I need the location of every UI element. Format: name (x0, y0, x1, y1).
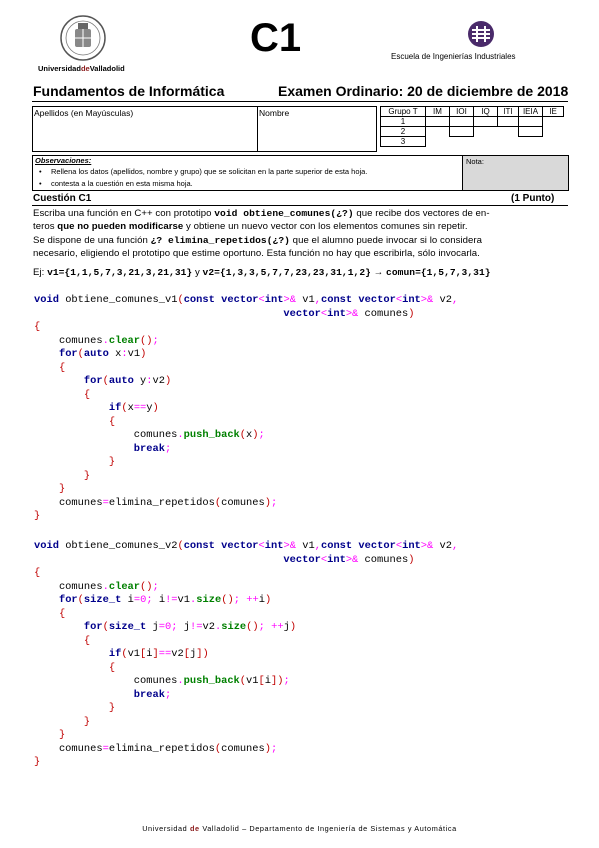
group-cell[interactable] (450, 127, 474, 137)
question-points: (1 Punto) (511, 193, 555, 204)
exam-code: C1 (250, 16, 302, 60)
statement-line-1: Escriba una función en C++ con prototipo void obtiene_comunes(¿?) que recibe dos vectores de en- (33, 208, 490, 219)
group-row-1[interactable]: 1 (381, 117, 426, 127)
group-label: Grupo T (381, 107, 426, 117)
observations-list (39, 166, 367, 190)
statement-line-2: teros que no pueden modificarse y obtiene un nuevo vector con los elementos comunes sin repetir. (33, 221, 468, 232)
school-logo (466, 20, 496, 48)
name-label: Nombre (259, 108, 290, 118)
surname-field[interactable] (32, 106, 258, 152)
exam-title: Examen Ordinario: 20 de diciembre de 2018 (278, 83, 569, 99)
subject-title: Fundamentos de Informática (33, 83, 225, 99)
degree-ie[interactable]: IE (543, 107, 564, 117)
degree-ieia[interactable]: IEIA (519, 107, 543, 117)
group-row-3[interactable]: 3 (381, 137, 426, 147)
observations-title: Observaciones: (35, 156, 92, 165)
name-field[interactable] (257, 106, 377, 152)
grade-box (462, 155, 569, 191)
observation-item: • contesta a la cuestión en esta misma hoja. (39, 178, 367, 190)
observation-item: • Rellena los datos (apellidos, nombre y grupo) que se solicitan en la parte superior de esta hoja. (39, 166, 367, 178)
code-block-v1: void obtiene_comunes_v1(const vector<int>& v1,const vector<int>& v2, vector<int>& comunes) { comunes.clear(); for(auto x:v1) { for(auto y:v2) { if(x==y) { comunes.push_back(x); break; } } } comunes=elimina_repetidos(comunes); } (34, 294, 459, 522)
group-cell[interactable] (498, 117, 519, 127)
degree-im[interactable]: IM (426, 107, 450, 117)
group-cell[interactable] (426, 117, 450, 127)
degree-ioi[interactable]: IOI (450, 107, 474, 117)
code-block-v2: void obtiene_comunes_v2(const vector<int>& v1,const vector<int>& v2, vector<int>& comunes) { comunes.clear(); for(size_t i=0; i!=v1.size(); ++i) { for(size_t j=0; j!=v2.size(); ++j) { if(v1[i]==v2[j]) { comunes.push_back(v1[i]); break; } } } comunes=elimina_repetidos(comunes); } (34, 540, 459, 768)
university-name: UniversidaddeValladolid (38, 64, 125, 73)
statement-line-4: necesario, eligiendo el prototipo que estime oportuno. Esta función no hay que escribirla, sólo invocarla. (33, 248, 480, 259)
page-footer: Universidad de Valladolid – Departamento de Ingeniería de Sistemas y Automática (142, 824, 457, 833)
surname-label: Apellidos (en Mayúsculas) (34, 108, 134, 118)
group-row-2[interactable]: 2 (381, 127, 426, 137)
question-title: Cuestión C1 (33, 193, 92, 204)
example-line: Ej: v1={1,1,5,7,3,21,3,21,31} y v2={1,3,3,5,7,7,23,23,31,1,2} → comun={1,5,7,3,31} (33, 267, 491, 278)
group-cell[interactable] (474, 117, 498, 127)
group-table (380, 106, 564, 147)
group-cell[interactable] (519, 127, 543, 137)
grade-label: Nota: (466, 157, 484, 166)
group-cell[interactable] (519, 117, 543, 127)
degree-iq[interactable]: IQ (474, 107, 498, 117)
question-divider (32, 205, 568, 206)
group-cell[interactable] (450, 117, 474, 127)
school-name: Escuela de Ingenierías Industriales (391, 52, 516, 61)
degree-iti[interactable]: ITI (498, 107, 519, 117)
statement-line-3: Se dispone de una función ¿? elimina_repetidos(¿?) que el alumno puede invocar si lo considera (33, 235, 483, 246)
university-seal-logo (58, 14, 108, 62)
header-divider (32, 101, 568, 102)
observations-box (32, 155, 463, 191)
